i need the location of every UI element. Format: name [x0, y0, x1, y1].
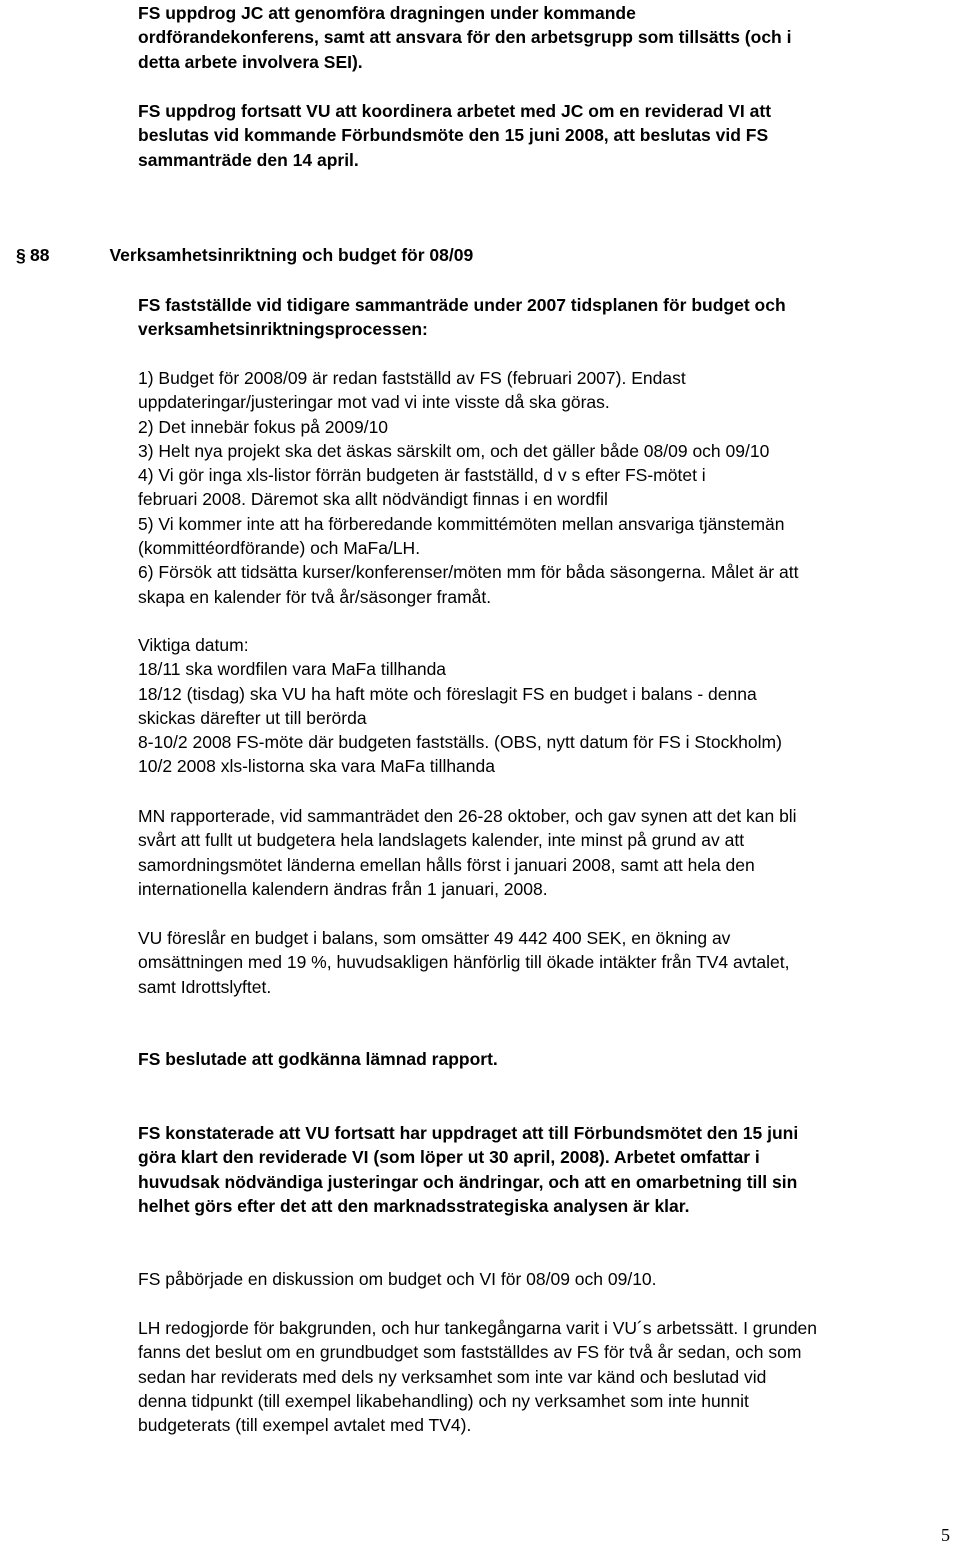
paragraph-jc-assignment: FS uppdrog JC att genomföra dragningen under kommande ordförandekonferens, samt att ansvara för den arbetsgrupp som tillsätts (och i detta arbete involvera SEI).	[138, 3, 792, 72]
list-item: 1) Budget för 2008/09 är redan fastställd av FS (februari 2007). Endast	[138, 368, 686, 388]
decision-revised-vi: FS konstaterade att VU fortsatt har uppdraget att till Förbundsmötet den 15 juni göra klart den reviderade VI (som löper ut 30 april, 2008). Arbetet omfattar i huvudsak nödvändiga justeringar och ändringar, och att en omarbetning till sin helhet görs efter det att den marknadsstrategiska analysen är klar.	[138, 1123, 799, 1216]
paragraph-fs-discussion: FS påbörjade en diskussion om budget och VI för 08/09 och 09/10.	[138, 1269, 657, 1289]
important-dates	[138, 633, 960, 779]
paragraph-vu-coordination: FS uppdrog fortsatt VU att koordinera arbetet med JC om en reviderad VI att beslutas vid kommande Förbundsmöte den 15 juni 2008, att beslutas vid FS sammanträde den 14 april.	[138, 101, 772, 170]
list-item: 3) Helt nya projekt ska det äskas särskilt om, och det gäller både 08/09 och 09/10	[138, 440, 770, 461]
list-item: (kommittéordförande) och MaFa/LH.	[138, 538, 421, 559]
paragraph-lh-background: LH redogjorde för bakgrunden, och hur tankegångarna varit i VU´s arbetssätt. I grunden fanns det beslut om en grundbudget som fastställdes av FS för två år sedan, och som sedan har reviderats med dels ny verksamhet som inte var känd och beslutad vid denna tidpunkt (till exempel likabehandling) och ny verksamhet som inte hunnit budgeterats (till exempel avtalet med TV4).	[138, 1318, 818, 1436]
process-list	[138, 366, 960, 609]
decision-approve-report: FS beslutade att godkänna lämnad rapport.	[138, 1049, 498, 1069]
date-item: skickas därefter ut till berörda	[138, 707, 367, 728]
list-item: 4) Vi gör inga xls-listor förrän budgeten är fastställd, d v s efter FS-mötet i	[138, 465, 706, 486]
section-heading	[20, 243, 842, 267]
section-number: 88	[30, 245, 50, 265]
date-item: 8-10/2 2008 FS-möte där budgeten fastställs. (OBS, nytt datum för FS i Stockholm)	[138, 732, 782, 753]
dates-heading: Viktiga datum:	[138, 635, 249, 655]
page-number: 5	[941, 1525, 950, 1545]
paragraph-vu-budget: VU föreslår en budget i balans, som omsätter 49 442 400 SEK, en ökning av omsättningen med 19 %, huvudsakligen hänförlig till ökade intäkter från TV4 avtalet, samt Idrottslyftet.	[138, 928, 790, 997]
paragraph-mn-report: MN rapporterade, vid sammanträdet den 26-28 oktober, och gav synen att det kan bli svårt att fullt ut budgetera hela landslagets kalender, inte minst på grund av att samordningsmötet länderna emellan hålls först i januari 2008, samt att hela den internationella kalendern ändras från 1 januari, 2008.	[138, 806, 797, 899]
date-item: 18/11 ska wordfilen vara MaFa tillhanda	[138, 659, 447, 680]
section-symbol: §	[16, 245, 26, 265]
list-item: februari 2008. Däremot ska allt nödvändigt finnas i en wordfil	[138, 489, 608, 510]
date-item: 10/2 2008 xls-listorna ska vara MaFa tillhanda	[138, 756, 495, 777]
date-item: 18/12 (tisdag) ska VU ha haft möte och föreslagit FS en budget i balans - denna	[138, 683, 757, 704]
paragraph-timeline: FS fastställde vid tidigare sammanträde under 2007 tidsplanen för budget och verksamhetsinriktningsprocessen:	[138, 295, 786, 340]
list-item: 5) Vi kommer inte att ha förberedande kommittémöten mellan ansvariga tjänstemän	[138, 513, 785, 534]
list-item: uppdateringar/justeringar mot vad vi inte visste då ska göras.	[138, 392, 610, 413]
list-item: 6) Försök att tidsätta kurser/konferenser/möten mm för båda säsongerna. Målet är att	[138, 562, 799, 583]
list-item: 2) Det innebär fokus på 2009/10	[138, 416, 389, 437]
section-title: Verksamhetsinriktning och budget för 08/09	[109, 245, 474, 265]
list-item: skapa en kalender för två år/säsonger framåt.	[138, 586, 492, 607]
